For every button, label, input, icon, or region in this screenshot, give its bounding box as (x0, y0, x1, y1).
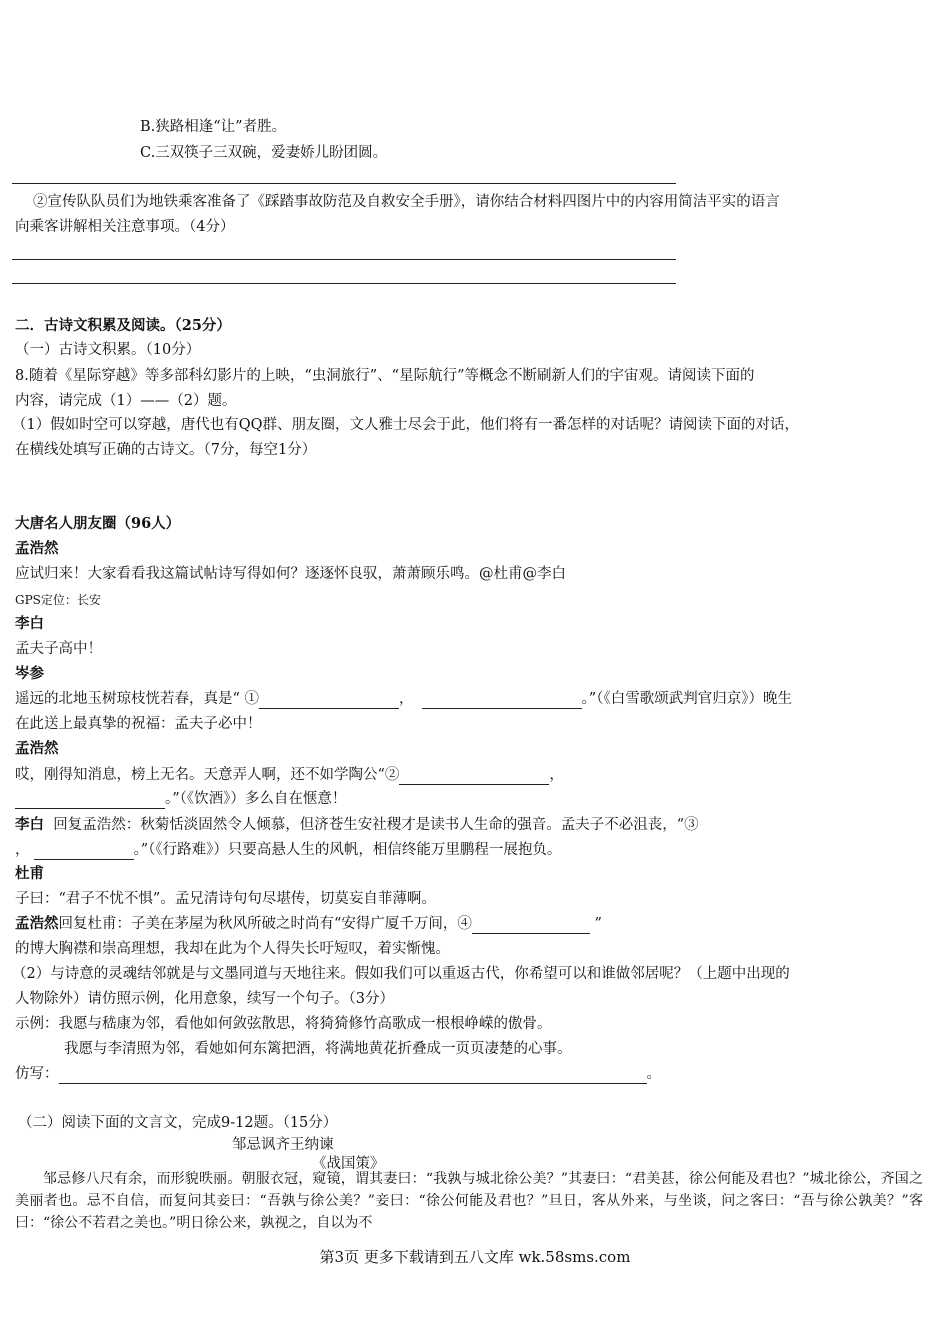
blank-line-4: 孟浩然回复杜甫：子美在茅屋为秋风所破之时尚有“安得广厦千万间，④ ” (15, 915, 602, 932)
moments-title: 大唐名人朋友圈（96人） (15, 515, 181, 532)
question-8-line1: 8.随着《星际穿越》等多部科幻影片的上映，“虫洞旅行”、“星际航行”等概念不断刷新人们的宇宙观。请阅读下面的 (15, 368, 755, 384)
classical-text: 邹忌修八尺有余，而形貌昳丽。朝服衣冠，窥镜，谓其妻曰：“我孰与城北徐公美？”其妻曰：“君美甚，徐公何能及君也？”城北徐公，齐国之美丽者也。忌不自信，而复问其妾曰：“吾孰与徐公美？”妾曰：“徐公何能及君也？”旦日，客从外来，与坐谈，问之客曰：“吾与徐公孰美？”客曰：“徐公不若君之美也。”明日徐公来，孰视之，自以为不 (15, 1171, 923, 1231)
blank-line-3: 李白 回复孟浩然：秋菊恬淡固然令人倾慕，但济苍生安社稷才是读书人生命的强音。孟夫子不必沮丧，“③ (15, 816, 699, 833)
imitate-answer-blank[interactable] (59, 1068, 647, 1084)
part1-line2: 在横线处填写正确的古诗文。（7分，每空1分） (15, 442, 317, 458)
post-text: 子曰：“君子不忧不惧”。孟兄清诗句句尽堪传，切莫妄自菲薄啊。 (15, 891, 436, 907)
answer-line (12, 283, 676, 284)
part2-line2: 人物除外）请仿照示例，化用意象，续写一个句子。（3分） (15, 991, 394, 1007)
classical-intro: （二）阅读下面的文言文，完成9-12题。（15分） (18, 1115, 338, 1131)
fill-blank[interactable] (259, 693, 399, 709)
post-text: 在此送上最真挚的祝福：孟夫子必中！ (15, 716, 262, 732)
part1-line1: （1）假如时空可以穿越，唐代也有QQ群、朋友圈，文人雅士尽会于此，他们将有一番怎样的对话呢？请阅读下面的对话， (12, 417, 799, 433)
imitate-line: 仿写： 。 (15, 1066, 661, 1082)
post-text: 应试归来！大家看看我这篇试帖诗写得如何？逐逐怀良驭，萧萧顾乐鸣。@杜甫@李白 (15, 566, 566, 582)
poster-name: 孟浩然 (15, 540, 59, 557)
q2-line1: ②宣传队队员们为地铁乘客准备了《踩踏事故防范及自救安全手册》，请你结合材料四图片中的内容用简洁平实的语言 (33, 194, 780, 210)
example-1: 示例：我愿与嵇康为邻，看他如何敛弦散思，将猗猗修竹高歌成一根根峥嵘的傲骨。 (15, 1016, 552, 1032)
poster-name: 孟浩然 (15, 740, 59, 757)
blank-line-1: 遥远的北地玉树琼枝恍若春，真是“ ① ， 。”（《白雪歌颂武判官归京》）晚生 (15, 691, 792, 707)
poster-name: 岑参 (15, 665, 44, 682)
subsection-title: （一）古诗文积累。（10分） (15, 342, 201, 358)
fill-blank[interactable] (34, 844, 134, 860)
poster-name: 李白 (15, 615, 44, 632)
classical-source: 《战国策》 (312, 1156, 385, 1172)
answer-line (12, 183, 676, 184)
classical-title: 邹忌讽齐王纳谏 (232, 1137, 334, 1153)
q2-line2: 向乘客讲解相关注意事项。（4分） (15, 219, 235, 235)
post-text: 孟夫子高中！ (15, 641, 102, 657)
fill-blank[interactable] (422, 693, 582, 709)
page-footer: 第3页 更多下载请到五八文库 wk.58sms.com (319, 1248, 631, 1266)
question-8-line2: 内容，请完成（1）——（2）题。 (15, 393, 237, 409)
blank-line-3-cont: ， 。”（《行路难》）只要高悬人生的风帆，相信终能万里鹏程一展抱负。 (15, 842, 562, 858)
blank-line-2: 哎，刚得知消息，榜上无名。天意弄人啊，还不如学陶公“② ， (15, 767, 564, 783)
post-text: 的博大胸襟和崇高理想，我却在此为个人得失长吁短叹，着实惭愧。 (15, 941, 450, 957)
option-b: B.狭路相逢“让”者胜。 (140, 119, 287, 135)
poster-name: 杜甫 (15, 865, 44, 882)
fill-blank[interactable] (472, 918, 590, 934)
example-2: 我愿与李清照为邻，看她如何东篱把酒，将满地黄花折叠成一页页凄楚的心事。 (64, 1041, 572, 1057)
part2-line1: （2）与诗意的灵魂结邻就是与文墨同道与天地往来。假如我们可以重返古代，你希望可以和谁做邻居呢？（上题中出现的 (12, 966, 790, 982)
fill-blank[interactable] (399, 769, 549, 785)
option-c: C.三双筷子三双碗，爱妻娇儿盼团圆。 (140, 145, 388, 161)
section-title: 二．古诗文积累及阅读。（25分） (15, 317, 231, 334)
blank-line-2-cont: 。”（《饮酒》）多么自在惬意！ (15, 789, 346, 809)
fill-blank[interactable] (15, 793, 165, 809)
answer-line (12, 259, 676, 260)
gps-location: GPS定位：长安 (15, 593, 101, 607)
